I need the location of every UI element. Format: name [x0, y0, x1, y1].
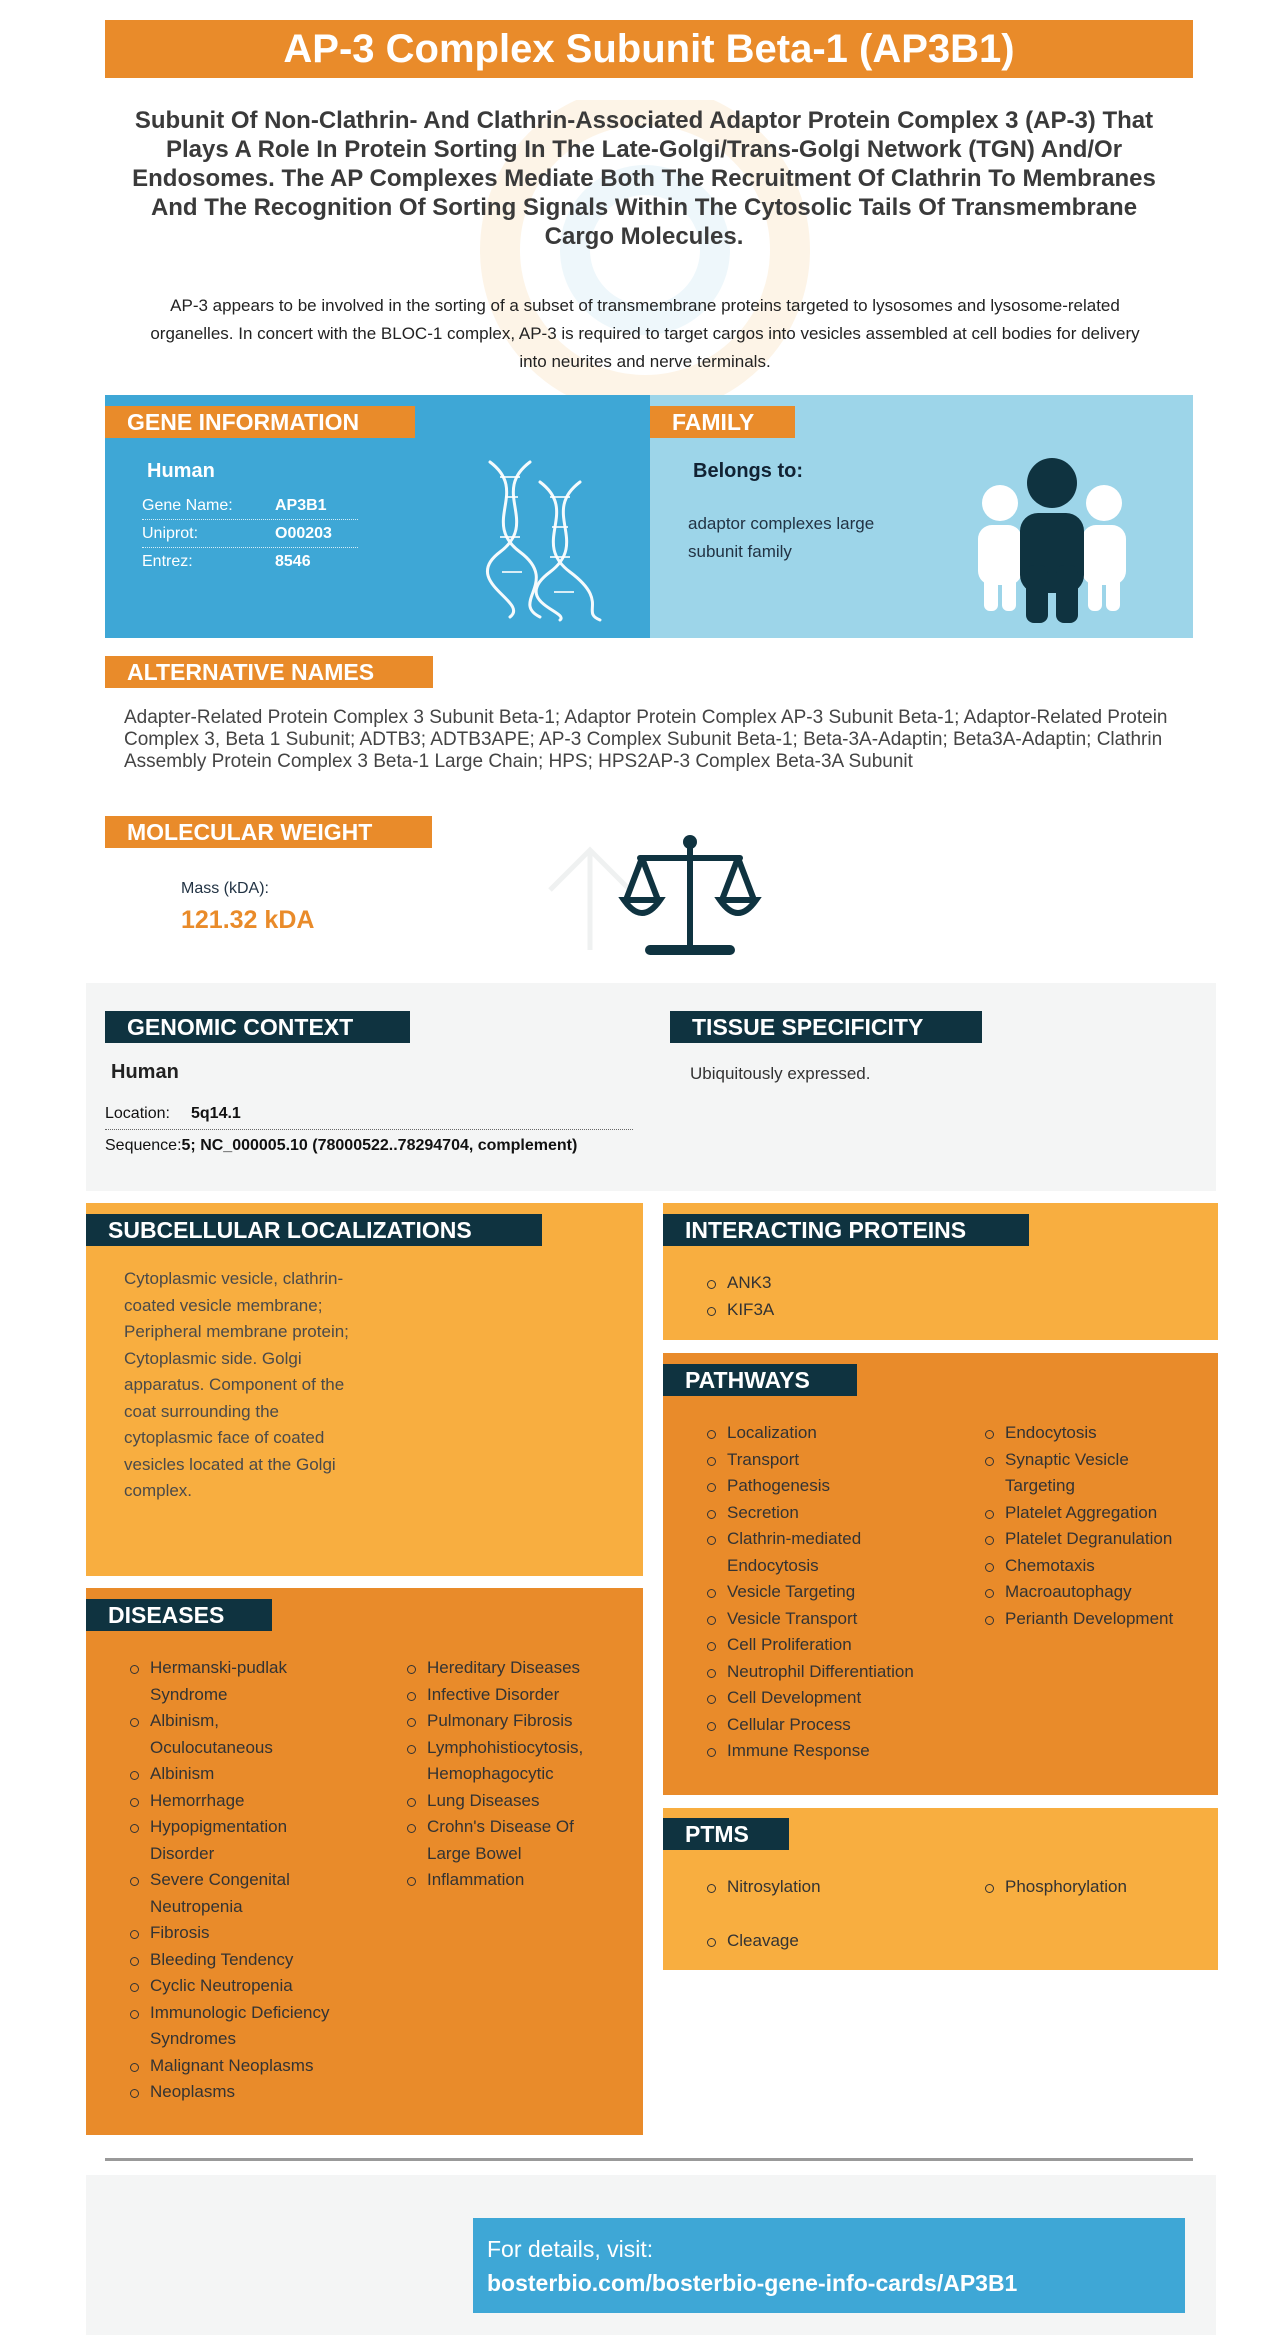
- list-item: Albinism, Oculocutaneous: [128, 1708, 298, 1761]
- list-item: Lymphohistiocytosis, Hemophagocytic: [405, 1735, 605, 1788]
- interacting-proteins-list: [705, 1270, 774, 1323]
- list-item: Secretion: [705, 1500, 965, 1527]
- mass-label: Mass (kDA):: [181, 880, 269, 897]
- people-icon: [972, 455, 1132, 625]
- alternative-names-heading: ALTERNATIVE NAMES: [105, 656, 433, 688]
- list-item: Cell Proliferation: [705, 1632, 965, 1659]
- list-item: Cellular Process: [705, 1712, 965, 1739]
- list-item: KIF3A: [705, 1297, 774, 1324]
- family-heading: FAMILY: [650, 406, 795, 438]
- list-item: Hereditary Diseases: [405, 1655, 635, 1682]
- interacting-proteins-heading: INTERACTING PROTEINS: [663, 1214, 1029, 1246]
- sequence-label: Sequence:: [105, 1137, 182, 1154]
- pathways-heading: PATHWAYS: [663, 1364, 857, 1396]
- page-title: AP-3 Complex Subunit Beta-1 (AP3B1): [105, 20, 1193, 78]
- list-item: Localization: [705, 1420, 965, 1447]
- list-item: Hermanski-pudlak Syndrome: [128, 1655, 298, 1708]
- details-url-link[interactable]: bosterbio.com/bosterbio-gene-info-cards/AP3B1: [487, 2270, 1018, 2296]
- list-item: Crohn's Disease Of Large Bowel: [405, 1814, 595, 1867]
- mass-value: 121.32 kDA: [181, 906, 315, 934]
- list-item: Nitrosylation: [705, 1874, 955, 1901]
- details-label: For details, visit:: [487, 2236, 654, 2262]
- list-item: Hypopigmentation Disorder: [128, 1814, 318, 1867]
- uniprot-value: O00203: [275, 525, 332, 542]
- sequence-value: 5; NC_000005.10 (78000522..78294704, complement): [181, 1137, 578, 1154]
- list-item: Albinism: [128, 1761, 388, 1788]
- list-item: Neoplasms: [128, 2079, 388, 2106]
- location-value: 5q14.1: [191, 1105, 241, 1122]
- list-item: Immunologic Deficiency Syndromes: [128, 2000, 348, 2053]
- subcellular-text: Cytoplasmic vesicle, clathrin-coated vesicle membrane; Peripheral membrane protein; Cytoplasmic side. Golgi apparatus. Component of the coat surrounding the cytoplasmic face of coated vesicles located at the Golgi complex.: [124, 1269, 349, 1500]
- entrez-row: [142, 548, 358, 576]
- family-belongs-label: Belongs to:: [693, 460, 803, 482]
- entrez-label: Entrez:: [142, 553, 193, 570]
- gene-species: Human: [147, 460, 215, 482]
- tissue-specificity-text: Ubiquitously expressed.: [690, 1064, 871, 1083]
- genomic-species: Human: [111, 1061, 179, 1083]
- list-item: Cleavage: [705, 1928, 955, 1955]
- list-item: Immune Response: [705, 1738, 965, 1765]
- diseases-list-2: [405, 1655, 635, 1894]
- ptms-list-2: [983, 1874, 1213, 1928]
- gene-name-value: AP3B1: [275, 497, 327, 514]
- ptms-heading: PTMS: [663, 1818, 789, 1850]
- uniprot-row: [142, 520, 358, 548]
- list-item: Hemorrhage: [128, 1788, 388, 1815]
- gene-information-heading: GENE INFORMATION: [105, 406, 415, 438]
- entrez-value: 8546: [275, 553, 311, 570]
- subcellular-heading: SUBCELLULAR LOCALIZATIONS: [86, 1214, 542, 1246]
- list-item: Cell Development: [705, 1685, 965, 1712]
- family-value: adaptor complexes large subunit family: [688, 514, 875, 561]
- list-item: Platelet Aggregation: [983, 1500, 1213, 1527]
- pathways-list-1: [705, 1420, 965, 1765]
- list-item: ANK3: [705, 1270, 774, 1297]
- list-item: Macroautophagy: [983, 1579, 1213, 1606]
- list-item: Vesicle Transport: [705, 1606, 965, 1633]
- list-item: Chemotaxis: [983, 1553, 1213, 1580]
- list-item: Endocytosis: [983, 1420, 1213, 1447]
- uniprot-label: Uniprot:: [142, 525, 199, 542]
- list-item: Malignant Neoplasms: [128, 2053, 388, 2080]
- diseases-heading: DISEASES: [86, 1599, 272, 1631]
- list-item: Pulmonary Fibrosis: [405, 1708, 635, 1735]
- list-item: Synaptic Vesicle Targeting: [983, 1447, 1133, 1500]
- list-item: Neutrophil Differentiation: [705, 1659, 965, 1686]
- dna-icon: [470, 452, 620, 622]
- ptms-list-1: [705, 1874, 955, 1981]
- gene-name-label: Gene Name:: [142, 497, 233, 514]
- genomic-sequence-row: [105, 1130, 645, 1162]
- list-item: Clathrin-mediated Endocytosis: [705, 1526, 865, 1579]
- list-item: Fibrosis: [128, 1920, 388, 1947]
- list-item: Cyclic Neutropenia: [128, 1973, 388, 2000]
- list-item: Phosphorylation: [983, 1874, 1213, 1901]
- footer-divider: [105, 2158, 1193, 2161]
- list-item: Pathogenesis: [705, 1473, 965, 1500]
- genomic-context-heading: GENOMIC CONTEXT: [105, 1011, 410, 1043]
- list-item: Transport: [705, 1447, 965, 1474]
- diseases-list-1: [128, 1655, 388, 2106]
- list-item: Bleeding Tendency: [128, 1947, 388, 1974]
- scale-icon: [540, 830, 780, 970]
- list-item: Severe Congenital Neutropenia: [128, 1867, 308, 1920]
- pathways-list-2: [983, 1420, 1213, 1632]
- protein-summary: Subunit Of Non-Clathrin- And Clathrin-Associated Adaptor Protein Complex 3 (AP-3) That Plays A Role In Protein Sorting In The Late-Golgi/Trans-Golgi Network (TGN) And/Or Endosomes. The AP Complexes Mediate Both The Recruitment Of Clathrin To Membranes And The Recognition Of Sorting Signals Within The Cytosolic Tails Of Transmembrane Cargo Molecules.: [132, 107, 1156, 250]
- genomic-location-row: [105, 1098, 633, 1130]
- alternative-names-text: Adapter-Related Protein Complex 3 Subunit Beta-1; Adaptor Protein Complex AP-3 Subunit Beta-1; Adaptor-Related Protein Complex 3, Beta 1 Subunit; ADTB3; ADTB3APE; AP-3 Complex Subunit Beta-1; Beta-3A-Adaptin; Beta3A-Adaptin; Clathrin Assembly Protein Complex 3 Beta-1 Large Chain; HPS; HPS2AP-3 Complex Beta-3A Subunit: [124, 707, 1168, 772]
- details-link-box[interactable]: [473, 2218, 1185, 2313]
- list-item: Vesicle Targeting: [705, 1579, 965, 1606]
- list-item: Infective Disorder: [405, 1682, 635, 1709]
- protein-description: AP-3 appears to be involved in the sorting of a subset of transmembrane proteins targeted to lysosomes and lysosome-related organelles. In concert with the BLOC-1 complex, AP-3 is required to target cargos into vesicles assembled at cell bodies for delivery into neurites and nerve terminals.: [150, 296, 1140, 371]
- gene-name-row: [142, 492, 358, 520]
- list-item: Perianth Development: [983, 1606, 1213, 1633]
- tissue-specificity-heading: TISSUE SPECIFICITY: [670, 1011, 982, 1043]
- list-item: Platelet Degranulation: [983, 1526, 1213, 1553]
- location-label: Location:: [105, 1105, 170, 1122]
- list-item: Inflammation: [405, 1867, 635, 1894]
- list-item: Lung Diseases: [405, 1788, 635, 1815]
- molecular-weight-heading: MOLECULAR WEIGHT: [105, 816, 432, 848]
